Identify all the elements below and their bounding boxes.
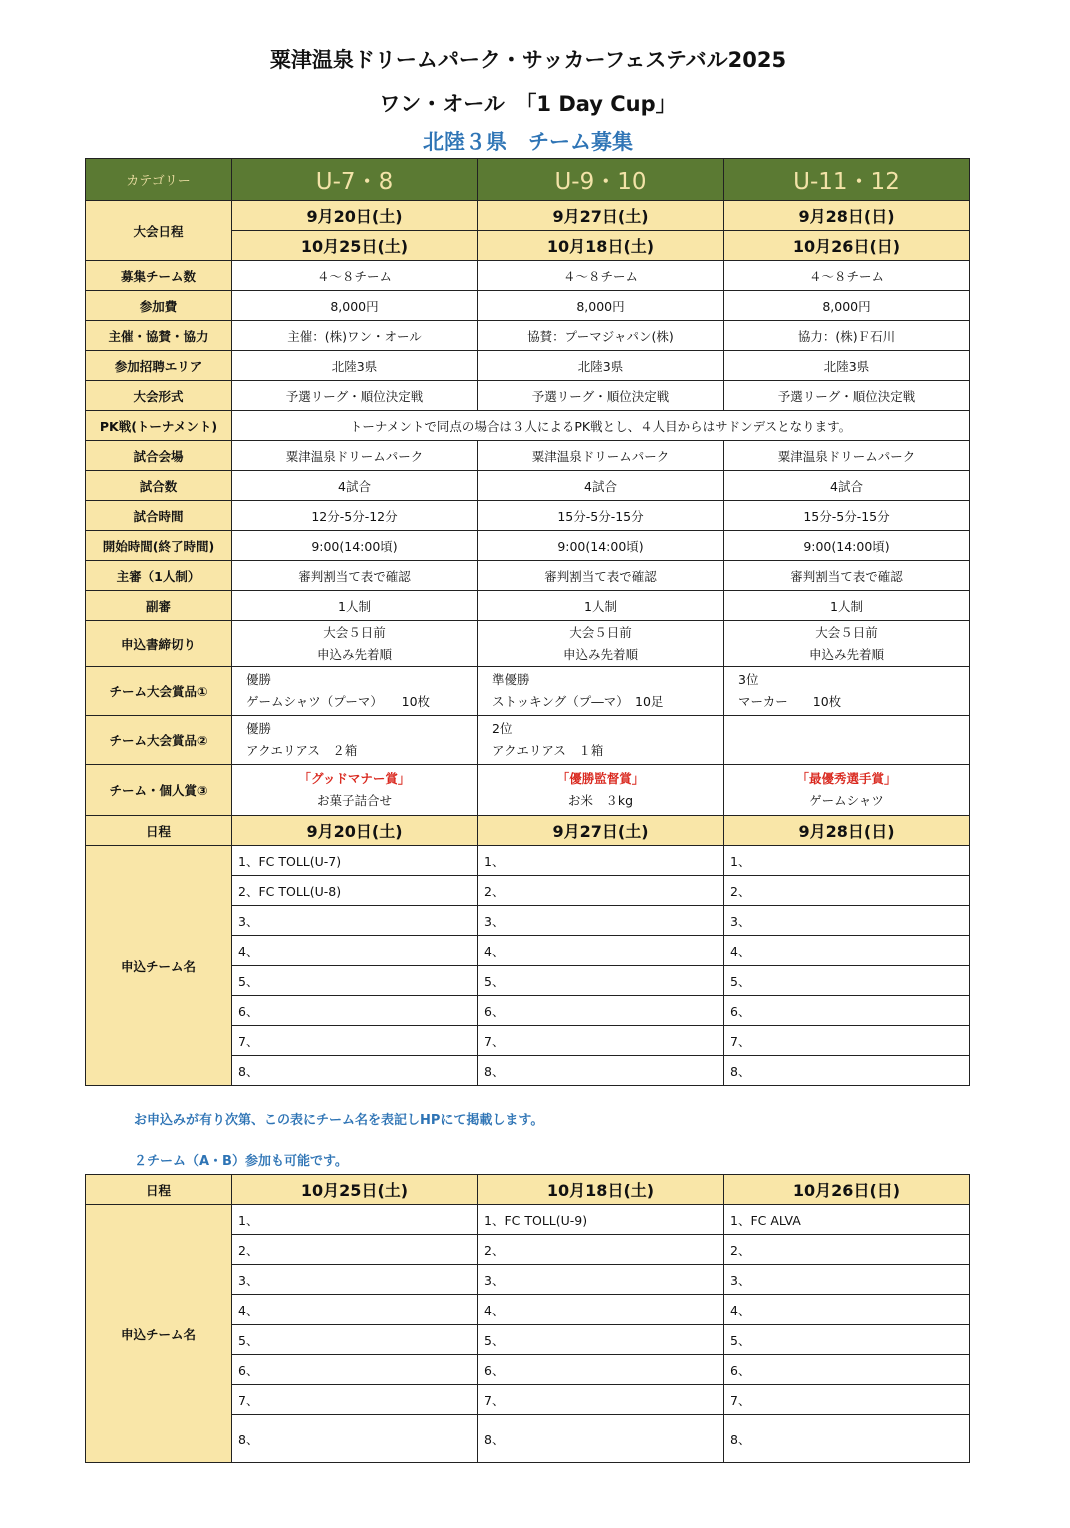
team-entry: 5、 [232, 1325, 478, 1355]
team-entry: 2、 [478, 1235, 724, 1265]
info-cell: 粟津温泉ドリームパーク [724, 441, 970, 471]
info-cell: 15分-5分-15分 [724, 501, 970, 531]
team-entry: 7、 [478, 1385, 724, 1415]
team-entry: 1、 [478, 846, 724, 876]
info-cell: 4試合 [724, 471, 970, 501]
row-label: チーム・個人賞③ [86, 765, 232, 816]
info-row [86, 561, 970, 591]
schedule-date: 10月18日(土) [478, 231, 724, 261]
info-cell: 北陸3県 [724, 351, 970, 381]
team-entry: 6、 [232, 1355, 478, 1385]
info-cell: 粟津温泉ドリームパーク [232, 441, 478, 471]
info-cell: 協力：(株)Ｆ石川 [724, 321, 970, 351]
row-label: チーム大会賞品② [86, 716, 232, 765]
award-item: お米 ３kg [567, 793, 634, 808]
info-cell: 1人制 [232, 591, 478, 621]
team-entry: 5、 [232, 966, 478, 996]
team-entry: 8、 [478, 1056, 724, 1086]
info-cell: 9:00(14:00頃) [232, 531, 478, 561]
team-entry: 1、 [232, 1205, 478, 1235]
team-entry: 4、 [478, 1295, 724, 1325]
info-cell: 予選リーグ・順位決定戦 [478, 381, 724, 411]
team-name-label: 申込チーム名 [86, 1205, 232, 1463]
team-entry: 2、FC TOLL(U-8) [232, 876, 478, 906]
team-entry: 4、 [724, 936, 970, 966]
prize-item: アクエリアス ２箱 [246, 743, 358, 758]
info-cell: 1人制 [478, 591, 724, 621]
entry-date: 10月25日(土) [232, 1175, 478, 1205]
deadline-row [86, 621, 970, 667]
schedule-date: 10月26日(日) [724, 231, 970, 261]
posting-note: お申込みが有り次第、この表にチーム名を表記しHPにて掲載します。 [134, 1113, 544, 1128]
team-entry: 2、 [478, 876, 724, 906]
table-row [86, 846, 970, 876]
team-entry: 3、 [232, 906, 478, 936]
team-entry: 5、 [724, 1325, 970, 1355]
info-cell: 9:00(14:00頃) [724, 531, 970, 561]
info-row [86, 321, 970, 351]
team-entry: 4、 [232, 1295, 478, 1325]
team-name-label: 申込チーム名 [86, 846, 232, 1086]
row-label: 申込書締切り [86, 621, 232, 667]
row-label: チーム大会賞品① [86, 667, 232, 716]
team-entry: 2、 [724, 1235, 970, 1265]
deadline-line: 申込み先着順 [562, 646, 638, 662]
deadline-line: 申込み先着順 [808, 646, 884, 662]
team-entry: 4、 [232, 936, 478, 966]
schedule-date: 10月25日(土) [232, 231, 478, 261]
schedule-date: 9月20日(土) [232, 201, 478, 231]
prize-title: 優勝 [246, 672, 272, 687]
info-cell: 1人制 [724, 591, 970, 621]
prize-item: ストッキング（プ―マ） 10足 [492, 694, 664, 709]
info-cell: 4試合 [478, 471, 724, 501]
team-entry: 2、 [724, 876, 970, 906]
prize-cell [232, 667, 478, 716]
info-cell: 8,000円 [724, 291, 970, 321]
info-cell: ４～８チーム [724, 261, 970, 291]
info-row [86, 591, 970, 621]
entry-date: 10月26日(日) [724, 1175, 970, 1205]
row-label: 試合時間 [86, 501, 232, 531]
row-label: 主審（1人制） [86, 561, 232, 591]
team-entry: 2、 [232, 1235, 478, 1265]
award-cell [232, 765, 478, 816]
deadline-line: 大会５日前 [815, 624, 878, 640]
team-entry: 6、 [232, 996, 478, 1026]
row-label: 参加招聘エリア [86, 351, 232, 381]
info-cell: 4試合 [232, 471, 478, 501]
row-label: 開始時間(終了時間) [86, 531, 232, 561]
row-label: 主催・協賛・協力 [86, 321, 232, 351]
category-header-row [86, 159, 970, 201]
prize-cell [724, 716, 970, 765]
date-label: 日程 [86, 816, 232, 846]
entry-date: 9月28日(日) [724, 816, 970, 846]
team-entry: 7、 [724, 1385, 970, 1415]
info-row [86, 471, 970, 501]
team-entry: 8、 [478, 1415, 724, 1463]
team-entry: 4、 [478, 936, 724, 966]
row-label: 募集チーム数 [86, 261, 232, 291]
team-entry: 5、 [478, 1325, 724, 1355]
team-entry: 6、 [478, 1355, 724, 1385]
deadline-line: 大会５日前 [323, 624, 386, 640]
pk-row [86, 411, 970, 441]
info-row [86, 531, 970, 561]
info-row [86, 261, 970, 291]
entry-date-row [86, 1175, 970, 1205]
prize-item: アクエリアス １箱 [492, 743, 604, 758]
row-label: 試合数 [86, 471, 232, 501]
entry-date: 9月20日(土) [232, 816, 478, 846]
document-title: 粟津温泉ドリームパーク・サッカーフェステバル2025 [269, 48, 787, 72]
deadline-line: 大会５日前 [569, 624, 632, 640]
team-entry: 8、 [232, 1056, 478, 1086]
info-row [86, 501, 970, 531]
info-row [86, 381, 970, 411]
info-row [86, 291, 970, 321]
info-cell: 協賛：プーマジャパン(株) [478, 321, 724, 351]
row-label: 副審 [86, 591, 232, 621]
tournament-info-table [85, 158, 970, 1086]
prize-cell [724, 667, 970, 716]
pk-rule-text: トーナメントで同点の場合は３人によるPK戦とし、４人目からはサドンデスとなります。 [232, 411, 970, 441]
prize3-row [86, 765, 970, 816]
info-cell: 12分-5分-12分 [232, 501, 478, 531]
award-item: お菓子詰合せ [316, 793, 392, 808]
info-cell: 9:00(14:00頃) [478, 531, 724, 561]
entry-date-row [86, 816, 970, 846]
table-row [86, 1205, 970, 1235]
prize-title: 3位 [738, 672, 759, 687]
prize2-row [86, 716, 970, 765]
team-entry: 1、FC TOLL(U-9) [478, 1205, 724, 1235]
info-cell: 主催：(株)ワン・オール [232, 321, 478, 351]
info-cell: 北陸3県 [232, 351, 478, 381]
info-row [86, 441, 970, 471]
schedule-row-1 [86, 201, 970, 231]
row-label: 参加費 [86, 291, 232, 321]
info-cell: ４～８チーム [478, 261, 724, 291]
info-cell: ４～８チーム [232, 261, 478, 291]
category-u9-10: U-9・10 [478, 159, 724, 201]
team-entry: 3、 [478, 906, 724, 936]
award-title: 「最優秀選手賞」 [796, 771, 897, 786]
team-entry: 3、 [478, 1265, 724, 1295]
team-entry: 7、 [232, 1385, 478, 1415]
category-u11-12: U-11・12 [724, 159, 970, 201]
event-subtitle: ワン・オール 「1 Day Cup」 [379, 92, 677, 116]
info-cell: 予選リーグ・順位決定戦 [232, 381, 478, 411]
info-cell: 8,000円 [478, 291, 724, 321]
entry-date: 10月18日(土) [478, 1175, 724, 1205]
deadline-cell [478, 621, 724, 667]
prize-cell [478, 716, 724, 765]
award-title: 「優勝監督賞」 [556, 771, 645, 786]
info-row [86, 351, 970, 381]
category-label: カテゴリー [86, 159, 232, 201]
deadline-line: 申込み先着順 [316, 646, 392, 662]
schedule-date: 9月28日(日) [724, 201, 970, 231]
team-entry: 6、 [724, 996, 970, 1026]
info-cell: 粟津温泉ドリームパーク [478, 441, 724, 471]
prize-item: ゲームシャツ（プーマ） 10枚 [246, 694, 431, 709]
category-u7-8: U-7・8 [232, 159, 478, 201]
award-item: ゲームシャツ [809, 793, 884, 808]
team-entry: 8、 [724, 1415, 970, 1463]
award-title: 「グッドマナー賞」 [298, 771, 411, 786]
award-cell [724, 765, 970, 816]
prize-cell [478, 667, 724, 716]
team-entry: 3、 [724, 906, 970, 936]
schedule-date: 9月27日(土) [478, 201, 724, 231]
team-entry: 1、FC TOLL(U-7) [232, 846, 478, 876]
recruitment-heading: 北陸３県 チーム募集 [423, 130, 633, 154]
row-label: PK戦(トーナメント) [86, 411, 232, 441]
award-cell [478, 765, 724, 816]
prize-title: 2位 [492, 721, 513, 736]
team-entry: 7、 [478, 1026, 724, 1056]
prize1-row [86, 667, 970, 716]
team-entry: 1、FC ALVA [724, 1205, 970, 1235]
info-cell: 審判割当て表で確認 [724, 561, 970, 591]
row-label: 大会形式 [86, 381, 232, 411]
team-entry: 7、 [724, 1026, 970, 1056]
row-label: 試合会場 [86, 441, 232, 471]
entry-date: 9月27日(土) [478, 816, 724, 846]
prize-cell [232, 716, 478, 765]
team-entry: 1、 [724, 846, 970, 876]
info-cell: 15分-5分-15分 [478, 501, 724, 531]
two-team-note: ２チーム（A・B）参加も可能です。 [134, 1154, 348, 1169]
prize-item: マーカー 10枚 [738, 694, 842, 709]
team-entry: 5、 [478, 966, 724, 996]
team-entry: 4、 [724, 1295, 970, 1325]
prize-title: 優勝 [246, 721, 272, 736]
team-entry: 8、 [724, 1056, 970, 1086]
team-entry: 5、 [724, 966, 970, 996]
entry-table-second-dates [85, 1174, 970, 1463]
info-cell: 8,000円 [232, 291, 478, 321]
team-entry: 6、 [724, 1355, 970, 1385]
team-entry: 3、 [232, 1265, 478, 1295]
deadline-cell [232, 621, 478, 667]
info-cell: 北陸3県 [478, 351, 724, 381]
team-entry: 6、 [478, 996, 724, 1026]
team-entry: 8、 [232, 1415, 478, 1463]
date-label: 日程 [86, 1175, 232, 1205]
team-entry: 7、 [232, 1026, 478, 1056]
info-cell: 審判割当て表で確認 [232, 561, 478, 591]
prize-title: 準優勝 [492, 672, 530, 687]
schedule-label: 大会日程 [86, 201, 232, 261]
info-cell: 審判割当て表で確認 [478, 561, 724, 591]
team-entry: 3、 [724, 1265, 970, 1295]
info-cell: 予選リーグ・順位決定戦 [724, 381, 970, 411]
deadline-cell [724, 621, 970, 667]
